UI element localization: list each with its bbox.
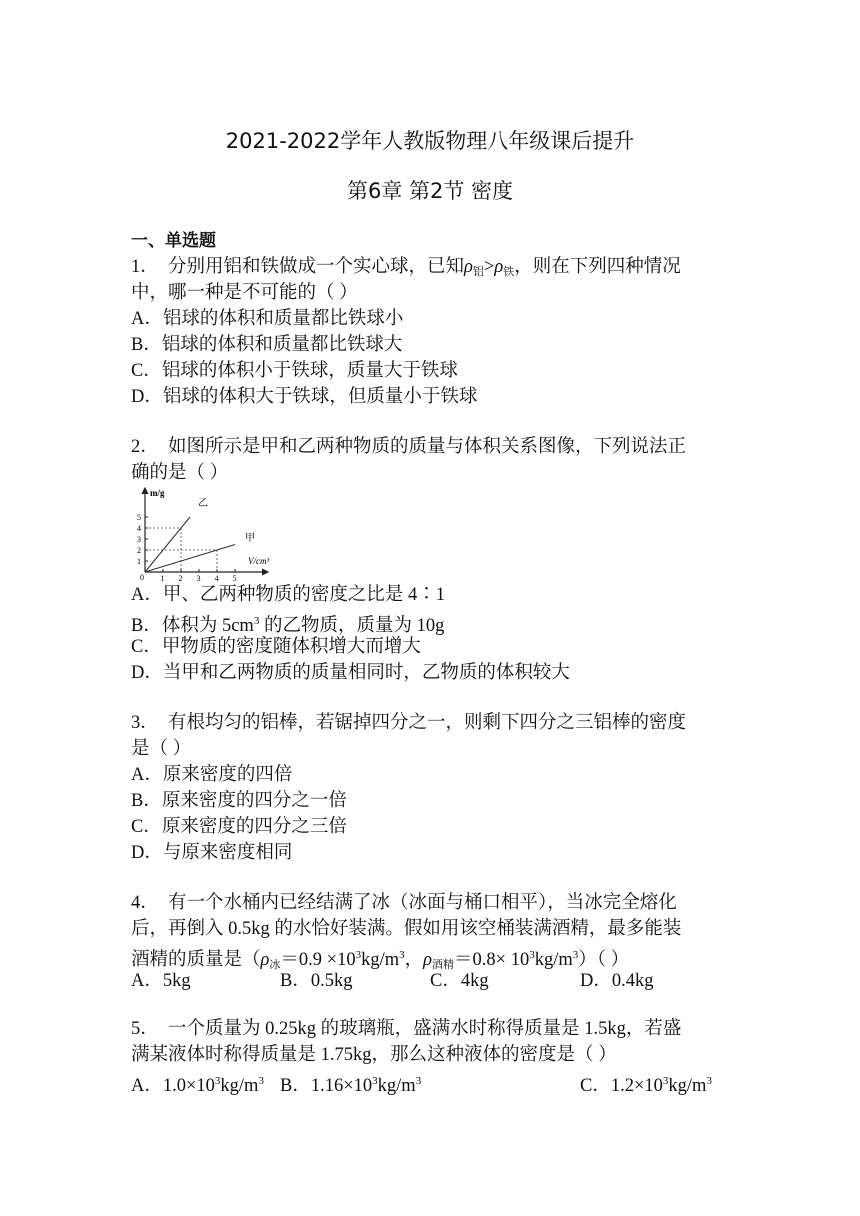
separator: ， [404, 950, 424, 970]
density-unit: kg/m [377, 1076, 416, 1096]
section-heading: 一、单选题 [131, 231, 216, 251]
series-label-yi: 乙 [198, 498, 208, 509]
q1-option-c: C．铝球的体积小于铁球，质量大于铁球 [131, 361, 458, 381]
q5-option-b [280, 1068, 421, 1099]
q4-stem-line-1 [131, 890, 677, 916]
superscript-3: 3 [662, 1075, 669, 1087]
rho-symbol: ρ [494, 257, 504, 277]
x-tick-label: 3 [196, 574, 201, 582]
q4-stem-line-3 [131, 942, 629, 978]
q4-option-a: A．5kg [131, 971, 191, 991]
q5-option-a [131, 1068, 264, 1099]
superscript-3: 3 [529, 949, 535, 961]
density-unit: kg/m [668, 1076, 707, 1096]
q2-option-a: A．甲、乙两种物质的密度之比是 4∶1 [131, 585, 445, 605]
greater-than: > [483, 257, 495, 277]
superscript-3: 3 [355, 949, 362, 961]
q5-option-a-value: A．1.0×10 [131, 1076, 215, 1096]
x-tick-label: 1 [160, 574, 165, 582]
q5-stem-line-1 [131, 1016, 681, 1042]
q5-number: 5． [131, 1019, 159, 1039]
q1-option-a: A．铝球的体积和质量都比铁球小 [131, 309, 404, 329]
q5-stem-a: 一个质量为 0.25kg 的玻璃瓶，盛满水时称得质量是 1.5kg，若盛 [168, 1019, 682, 1039]
y-tick-label: 2 [137, 546, 141, 555]
series-label-jia: 甲 [245, 533, 255, 544]
y-tick-label: 3 [137, 535, 141, 544]
y-axis-label: m/g [150, 488, 165, 498]
q2-stem-line-1 [131, 434, 686, 460]
q2-option-d: D．当甲和乙两物质的质量相同时，乙物质的体积较大 [131, 663, 570, 683]
subscript-fe: 铁 [503, 266, 515, 278]
q5-option-b-value: B．1.16×10 [280, 1076, 373, 1096]
origin-label: 0 [140, 573, 144, 582]
density-unit: kg/m [534, 950, 573, 970]
y-tick-label: 5 [137, 513, 141, 522]
q3-option-b: B．原来密度的四分之一倍 [131, 791, 347, 811]
subscript-ice: 冰 [269, 959, 281, 971]
document-title: 2021-2022学年人教版物理八年级课后提升 [225, 129, 635, 153]
rho-symbol: ρ [260, 950, 270, 970]
q4-number: 4． [131, 893, 159, 913]
density-unit: kg/m [361, 950, 400, 970]
q4-option-b: B．0.5kg [280, 971, 353, 991]
q4-option-d: D．0.4kg [580, 971, 654, 991]
q3-number: 3． [131, 713, 159, 733]
q1-option-d: D．铝球的体积大于铁球，但质量小于铁球 [131, 387, 478, 407]
series-line-yi [145, 517, 190, 572]
q2-stem-line-2: 确的是（ ） [131, 463, 229, 483]
superscript-3: 3 [214, 1075, 221, 1087]
q3-option-c: C．原来密度的四分之三倍 [131, 817, 347, 837]
q1-stem-b: ，则在下列四种情况 [514, 257, 681, 277]
q3-stem-line-2: 是（ ） [131, 739, 192, 759]
x-tick-label: 4 [214, 574, 219, 582]
ice-density-value: ＝0.9 ×10 [280, 950, 356, 970]
q1-option-b: B．铝球的体积和质量都比铁球大 [131, 335, 403, 355]
q3-stem-a: 有根均匀的铝棒，若锯掉四分之一，则剩下四分之三铝棒的密度 [168, 713, 687, 733]
q3-stem-line-1 [131, 710, 686, 736]
series-line-jia [145, 545, 235, 573]
q4-stem-a: 有一个水桶内已经结满了冰（冰面与桶口相平），当冰完全熔化 [168, 893, 677, 913]
superscript-3: 3 [258, 1075, 264, 1087]
superscript-3: 3 [372, 1075, 378, 1087]
alcohol-density-value: ＝0.8× 10 [454, 950, 530, 970]
x-tick-label: 5 [232, 574, 237, 582]
subscript-al: 铝 [472, 266, 484, 278]
q2-option-b-part1: B．体积为 5cm [131, 616, 254, 636]
subscript-alcohol: 酒精 [432, 959, 455, 971]
q3-option-d: D．与原来密度相同 [131, 843, 293, 863]
x-tick-label: 2 [178, 574, 183, 582]
q2-stem-a: 如图所示是甲和乙两种物质的质量与体积关系图像，下列说法正 [168, 437, 687, 457]
chapter-subtitle: 第6章 第2节 密度 [346, 179, 514, 203]
q2-option-c: C．甲物质的密度随体积增大而增大 [131, 637, 421, 657]
superscript-3: 3 [706, 1075, 712, 1087]
q2-number: 2． [131, 437, 159, 457]
density-unit: kg/m [220, 1076, 259, 1096]
y-tick-label: 4 [137, 524, 141, 533]
superscript-3: 3 [572, 949, 579, 961]
q1-number: 1． [131, 257, 159, 277]
q5-option-c-value: C．1.2×10 [580, 1076, 663, 1096]
x-axis-label: V/cm³ [248, 556, 270, 566]
q5-option-c [580, 1068, 712, 1099]
q4-option-c: C．4kg [430, 971, 489, 991]
q4-stem-c2: ）（ ） [578, 950, 630, 970]
mass-volume-chart [128, 484, 278, 582]
rho-symbol: ρ [423, 950, 433, 970]
superscript-3: 3 [253, 615, 260, 627]
q4-stem-line-2: 后，再倒入 0.5kg 的水恰好装满。假如用该空桶装满酒精，最多能装 [131, 919, 682, 939]
rho-symbol: ρ [464, 257, 473, 277]
q1-stem-line-2: 中，哪一种是不可能的（ ） [131, 283, 358, 303]
superscript-3: 3 [399, 949, 405, 961]
q5-stem-line-2: 满某液体时称得质量是 1.75kg，那么这种液体的密度是（ ） [131, 1045, 617, 1065]
y-tick-label: 1 [137, 557, 141, 566]
superscript-3: 3 [415, 1075, 422, 1087]
q2-option-b-part2: 的乙物质，质量为 10g [259, 616, 445, 636]
q3-option-a: A．原来密度的四倍 [131, 765, 293, 785]
q4-stem-c1: 酒精的质量是（ [131, 950, 261, 970]
q1-stem-a: 分别用铝和铁做成一个实心球，已知 [168, 257, 465, 277]
